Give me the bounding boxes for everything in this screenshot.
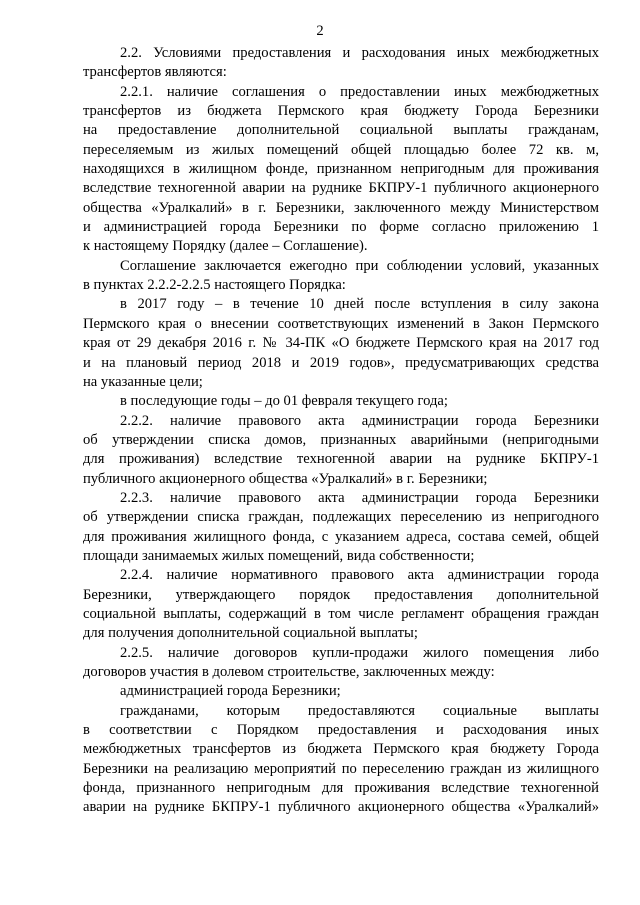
text-line: фонда, признанного непригодным для проживания вследствие техногенной (83, 780, 599, 797)
text-line: администрацией города Березники; (120, 683, 341, 700)
text-line: трансфертов являются: (83, 64, 227, 81)
text-line: и администрацией города Березники по форме согласно приложению 1 (83, 219, 599, 236)
text-line: края от 29 декабря 2016 г. № 34-ПК «О бюджете Пермского края на 2017 год (83, 335, 599, 352)
document-body (83, 44, 599, 818)
text-line: 2.2.4. наличие нормативного правового акта администрации города (120, 567, 599, 584)
text-line: аварии на руднике БКПРУ-1 публичного акционерного общества «Уралкалий» (83, 799, 599, 816)
text-line: в соответствии с Порядком предоставления и расходования иных (83, 722, 599, 739)
text-line: публичного акционерного общества «Уралкалий» в г. Березники; (83, 470, 488, 487)
text-line: площади занимаемых жилых помещений, вида собственности; (83, 547, 475, 564)
text-line: межбюджетных трансфертов из бюджета Пермского края бюджету Города (83, 741, 599, 758)
text-line: в 2017 году – в течение 10 дней после вступления в силу закона (120, 296, 599, 313)
text-line: на предоставление дополнительной социальной выплаты гражданам, (83, 122, 599, 139)
text-line: к настоящему Порядку (далее – Соглашение). (83, 238, 368, 255)
text-line: в пунктах 2.2.2-2.2.5 настоящего Порядка: (83, 277, 346, 294)
text-line: Березники на реализацию мероприятий по переселению граждан из жилищного (83, 760, 599, 777)
text-line: Соглашение заключается ежегодно при соблюдении условий, указанных (120, 257, 599, 274)
text-line: об утверждении списка домов, признанных аварийными (непригодными (83, 431, 599, 448)
text-line: переселяемым из жилых помещений общей площадью более 72 кв. м, (83, 141, 599, 158)
text-line: 2.2.5. наличие договоров купли-продажи жилого помещения либо (120, 644, 599, 661)
text-line: для получения дополнительной социальной выплаты; (83, 625, 418, 642)
text-line: в последующие годы – до 01 февраля текущего года; (120, 393, 448, 410)
page-number: 2 (316, 23, 324, 39)
text-line: социальной выплаты, содержащий в том числе регламент обращения граждан (83, 605, 599, 622)
text-line: и на плановый период 2018 и 2019 годов», предусматривающих средства (83, 354, 599, 371)
text-line: на указанные цели; (83, 373, 203, 390)
text-line: гражданами, которым предоставляются социальные выплаты (120, 702, 599, 719)
text-line: 2.2.1. наличие соглашения о предоставлении иных межбюджетных (120, 83, 599, 100)
text-line: об утверждении списка граждан, подлежащих переселению из непригодного (83, 509, 599, 526)
text-line: 2.2.3. наличие правового акта администрации города Березники (120, 489, 599, 506)
text-line: вследствие техногенной аварии на руднике БКПРУ-1 публичного акционерного (83, 180, 599, 197)
text-line: для проживания жилищного фонда, с указанием адреса, состава семей, общей (83, 528, 599, 545)
text-line: 2.2. Условиями предоставления и расходования иных межбюджетных (120, 45, 599, 61)
text-line: трансфертов из бюджета Пермского края бюджету Города Березники (83, 103, 599, 120)
text-line: Березники, утверждающего порядок предоставления дополнительной (83, 586, 599, 603)
text-line: Пермского края о внесении соответствующих изменений в Закон Пермского (83, 315, 599, 332)
text-line: находящихся в жилищном фонде, признанном непригодным для проживания (83, 161, 599, 178)
text-line: договоров участия в долевом строительстве, заключенных между: (83, 664, 495, 680)
text-line: общества «Уралкалий» в г. Березники, заключенного между Министерством (83, 199, 599, 216)
text-line: для проживания) вследствие техногенной аварии на руднике БКПРУ-1 (83, 451, 599, 468)
text-line: 2.2.2. наличие правового акта администрации города Березники (120, 412, 599, 429)
